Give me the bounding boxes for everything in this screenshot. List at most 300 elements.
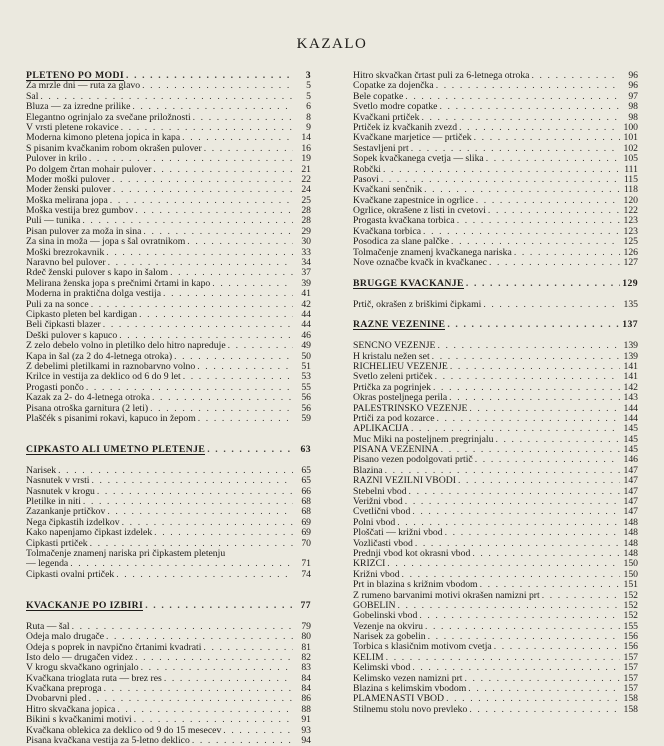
toc-entry bbox=[26, 694, 311, 704]
toc-entry-title: Kvačkana oblekica za deklico od 9 do 15 mesecev bbox=[26, 725, 222, 736]
toc-entry bbox=[353, 352, 638, 362]
toc-entry-title: Melirana ženska jopa s prečnimi črtami in kapo bbox=[26, 278, 211, 289]
toc-entry-title: Hitro skvačkana jopica bbox=[26, 704, 116, 715]
toc-entry-title: GOBELIN bbox=[353, 600, 396, 611]
toc-entry bbox=[26, 507, 311, 517]
toc-page-number: 49 bbox=[301, 341, 311, 352]
toc-entry bbox=[26, 715, 311, 725]
toc-leader-dots bbox=[161, 289, 293, 299]
toc-entry-title: Svetlo zeleni prtiček bbox=[353, 372, 433, 383]
toc-entry bbox=[353, 258, 638, 268]
toc-entry bbox=[353, 414, 638, 424]
toc-page-number: 88 bbox=[301, 704, 311, 715]
toc-entry-title: PLETENO PO MODI bbox=[26, 71, 125, 81]
toc-entry bbox=[26, 487, 311, 497]
toc-entry-title: Deški pulover s kapuco bbox=[26, 330, 118, 341]
toc-entry bbox=[26, 154, 311, 164]
toc-entry bbox=[353, 383, 638, 393]
toc-page-number: 74 bbox=[301, 569, 311, 580]
toc-page-number: 156 bbox=[623, 632, 638, 643]
toc-page-number: 80 bbox=[301, 632, 311, 643]
toc-entry bbox=[353, 694, 638, 704]
toc-leader-dots bbox=[395, 518, 620, 528]
toc-page-number: 93 bbox=[301, 725, 311, 736]
toc-page-number: 144 bbox=[623, 403, 638, 414]
toc-page-number: 148 bbox=[623, 528, 638, 539]
toc-leader-dots bbox=[102, 684, 293, 694]
toc-leader-dots bbox=[464, 279, 620, 289]
toc-page-number: 84 bbox=[301, 684, 311, 695]
toc-leader-dots bbox=[114, 570, 293, 580]
toc-entry bbox=[353, 549, 638, 559]
toc-entry-title: Pisano vezen podolgovati prtič bbox=[353, 455, 473, 466]
toc-leader-dots bbox=[410, 663, 620, 673]
toc-leader-dots bbox=[181, 372, 293, 382]
toc-entry-title: Pisana kvačkana vestija za 5-letno deklico bbox=[26, 736, 190, 746]
toc-entry-title: Kvačkani prtiček bbox=[353, 112, 420, 123]
toc-page-number: 44 bbox=[301, 309, 311, 320]
toc-leader-dots bbox=[108, 196, 293, 206]
toc-entry bbox=[353, 518, 638, 528]
toc-entry bbox=[353, 487, 638, 497]
toc-entry bbox=[353, 393, 638, 403]
toc-leader-dots bbox=[111, 185, 293, 195]
toc-leader-dots bbox=[150, 393, 293, 403]
toc-entry-title: Sestavljeni prt bbox=[353, 143, 409, 154]
toc-page-number: 146 bbox=[623, 455, 638, 466]
toc-section-heading bbox=[353, 320, 638, 330]
toc-leader-dots bbox=[101, 320, 293, 330]
toc-leader-dots bbox=[137, 310, 293, 320]
toc-entry bbox=[353, 165, 638, 175]
toc-entry bbox=[26, 341, 311, 351]
toc-entry-title: Kvačkana trioglata ruta — brez res bbox=[26, 673, 162, 684]
toc-entry bbox=[353, 507, 638, 517]
toc-leader-dots bbox=[385, 559, 620, 569]
toc-page-number: 152 bbox=[623, 600, 638, 611]
toc-entry-title: Za sina in moža — jopa s šal ovratnikom bbox=[26, 237, 186, 248]
toc-entry-title: Blazina bbox=[353, 465, 383, 476]
toc-page-number: 19 bbox=[301, 154, 311, 165]
toc-entry bbox=[26, 549, 311, 559]
toc-entry-title: Zazankanje prtičkov bbox=[26, 507, 106, 518]
toc-leader-dots bbox=[120, 518, 293, 528]
toc-entry bbox=[26, 206, 311, 216]
toc-page-number: 129 bbox=[622, 278, 638, 289]
toc-entry bbox=[26, 622, 311, 632]
toc-entry-title: Vezenje na okviru bbox=[353, 621, 423, 632]
toc-entry bbox=[353, 175, 638, 185]
toc-leader-dots bbox=[426, 632, 620, 642]
toc-leader-dots bbox=[467, 404, 620, 414]
toc-entry-title: Kvačkane marjetice — prtiček bbox=[353, 133, 472, 144]
toc-page-number: 147 bbox=[623, 507, 638, 518]
toc-entry bbox=[26, 663, 311, 673]
toc-page-number: 56 bbox=[301, 393, 311, 404]
toc-page-number: 156 bbox=[623, 642, 638, 653]
toc-page-number: 56 bbox=[301, 403, 311, 414]
toc-leader-dots bbox=[437, 102, 620, 112]
toc-page-number: 79 bbox=[301, 621, 311, 632]
toc-entry-title: Puli — tunika bbox=[26, 216, 81, 227]
toc-leader-dots bbox=[106, 258, 293, 268]
toc-page-number: 65 bbox=[301, 476, 311, 487]
toc-page-number: 139 bbox=[623, 351, 638, 362]
toc-leader-dots bbox=[493, 435, 620, 445]
toc-entry bbox=[26, 736, 311, 746]
toc-entry-title: Okras posteljnega perila bbox=[353, 393, 448, 404]
toc-entry bbox=[26, 372, 311, 382]
toc-entry-title: Pisana otroška garnitura (2 leti) bbox=[26, 403, 149, 414]
toc-page-number: 68 bbox=[301, 507, 311, 518]
toc-page-number: 122 bbox=[623, 206, 638, 217]
toc-entry-title: Prtič, okrašen z briškimi čipkami bbox=[353, 299, 482, 310]
toc-entry bbox=[353, 144, 638, 154]
toc-page-number: 127 bbox=[623, 258, 638, 269]
toc-page-number: 155 bbox=[623, 621, 638, 632]
toc-entry bbox=[353, 642, 638, 652]
toc-entry-title: Moderna in praktična dolga vestija bbox=[26, 289, 162, 300]
page-title: KAZALO bbox=[296, 36, 368, 52]
toc-entry-title: Kapa in šal (za 2 do 4-letnega otroka) bbox=[26, 351, 173, 362]
toc-leader-dots bbox=[205, 445, 293, 455]
toc-leader-dots bbox=[467, 705, 620, 715]
toc-entry-title: Progasta kvačkana torbica bbox=[353, 216, 455, 227]
toc-leader-dots bbox=[472, 133, 620, 143]
toc-leader-dots bbox=[444, 694, 620, 704]
toc-leader-dots bbox=[38, 92, 293, 102]
toc-page-number: 111 bbox=[624, 164, 638, 175]
toc-entry-title: Nasnutek v vrsti bbox=[26, 476, 90, 487]
toc-leader-dots bbox=[119, 123, 293, 133]
toc-entry-title: SENČNO VEZENJE bbox=[353, 341, 436, 352]
toc-entry-title: Bele copatke bbox=[353, 91, 404, 102]
toc-leader-dots bbox=[226, 341, 293, 351]
toc-entry bbox=[26, 175, 311, 185]
toc-entry-title: Prtiček iz kvačkanih zvezd bbox=[353, 122, 458, 133]
toc-leader-dots bbox=[87, 694, 293, 704]
toc-leader-dots bbox=[455, 216, 620, 226]
toc-leader-dots bbox=[124, 71, 293, 81]
toc-entry-title: APLIKACIJA bbox=[353, 424, 409, 435]
toc-entry-title: KELIM bbox=[353, 652, 384, 663]
toc-leader-dots bbox=[143, 601, 293, 611]
toc-entry-title: Kako napenjamo čipkast izdelek bbox=[26, 528, 153, 539]
toc-leader-dots bbox=[133, 206, 293, 216]
toc-entry-title: Prtiči za pod kozarce bbox=[353, 413, 435, 424]
section-spacer bbox=[26, 424, 311, 445]
toc-page-number: 69 bbox=[301, 517, 311, 528]
toc-entry bbox=[353, 435, 638, 445]
toc-section-heading bbox=[26, 601, 311, 611]
toc-leader-dots bbox=[396, 601, 620, 611]
toc-entry bbox=[353, 455, 638, 465]
toc-page-number: 147 bbox=[623, 497, 638, 508]
toc-leader-dots bbox=[409, 144, 620, 154]
toc-entry-title: Čipkasto pleten bel kardigan bbox=[26, 309, 138, 320]
toc-page-number: 59 bbox=[301, 413, 311, 424]
toc-left-column bbox=[26, 71, 311, 746]
toc-page-number: 100 bbox=[623, 122, 638, 133]
toc-page-number: 151 bbox=[623, 580, 638, 591]
toc-leader-dots bbox=[481, 300, 620, 310]
toc-leader-dots bbox=[90, 476, 294, 486]
toc-leader-dots bbox=[473, 455, 620, 465]
toc-entry bbox=[26, 300, 311, 310]
toc-leader-dots bbox=[141, 227, 293, 237]
toc-page-number: 22 bbox=[301, 174, 311, 185]
toc-entry bbox=[26, 383, 311, 393]
toc-entry-title: Križni vbod bbox=[353, 569, 400, 580]
toc-leader-dots bbox=[185, 237, 293, 247]
toc-leader-dots bbox=[383, 466, 620, 476]
toc-leader-dots bbox=[110, 175, 293, 185]
toc-entry-title: Moder ženski pulover bbox=[26, 185, 112, 196]
toc-entry-title: Kvačkane zapestnice in ogrlice bbox=[353, 195, 474, 206]
toc-page-number: 30 bbox=[301, 237, 311, 248]
toc-page-number: 141 bbox=[623, 372, 638, 383]
toc-entry bbox=[26, 196, 311, 206]
toc-section-heading bbox=[26, 71, 311, 81]
toc-entry bbox=[26, 279, 311, 289]
toc-entry bbox=[353, 216, 638, 226]
toc-entry-title: ČIPKASTO ALI UMETNO PLETENJE bbox=[26, 445, 206, 456]
toc-entry-title: Tolmačenje znamenj kvačkanega nariska bbox=[353, 247, 512, 258]
toc-leader-dots bbox=[486, 206, 620, 216]
toc-page-number: 157 bbox=[623, 663, 638, 674]
toc-leader-dots bbox=[104, 632, 293, 642]
section-spacer bbox=[353, 310, 638, 320]
toc-entry-title: Prt in blazina s križnim vbodom bbox=[353, 580, 478, 591]
toc-section-heading bbox=[26, 445, 311, 455]
toc-entry bbox=[353, 154, 638, 164]
toc-entry bbox=[26, 133, 311, 143]
toc-entry bbox=[26, 92, 311, 102]
toc-entry-title: Kazak za 2- do 4-letnega otroka bbox=[26, 393, 150, 404]
toc-page-number: 97 bbox=[628, 91, 638, 102]
toc-entry-title: Progasti pončo bbox=[26, 382, 84, 393]
toc-entry bbox=[26, 528, 311, 538]
toc-leader-dots bbox=[95, 487, 293, 497]
toc-page-number: 86 bbox=[301, 694, 311, 705]
toc-entry-title: Šopek kvačkanega cvetja — slika bbox=[353, 154, 484, 165]
toc-entry bbox=[26, 227, 311, 237]
toc-page-number: 123 bbox=[623, 226, 638, 237]
toc-entry bbox=[353, 424, 638, 434]
toc-entry-title: Gobelinski vbod bbox=[353, 611, 418, 622]
toc-entry-title: Dvobarvni pled bbox=[26, 694, 87, 705]
toc-entry bbox=[353, 227, 638, 237]
toc-leader-dots bbox=[88, 539, 293, 549]
toc-leader-dots bbox=[115, 705, 293, 715]
toc-entry bbox=[26, 684, 311, 694]
toc-leader-dots bbox=[151, 165, 293, 175]
toc-entry-title: Kelimski vbod bbox=[353, 663, 411, 674]
toc-entry bbox=[26, 81, 311, 91]
toc-entry-title: Moderna kimono pletena jopica in kapa bbox=[26, 133, 181, 144]
toc-leader-dots bbox=[196, 414, 293, 424]
toc-entry bbox=[26, 165, 311, 175]
toc-leader-dots bbox=[470, 549, 620, 559]
toc-leader-dots bbox=[133, 653, 293, 663]
toc-entry-title: Bluza — za izredne prilike bbox=[26, 102, 131, 113]
toc-entry-title: PALESTRINSKO VEZENJE bbox=[353, 403, 468, 414]
toc-leader-dots bbox=[478, 580, 620, 590]
toc-entry bbox=[26, 102, 311, 112]
toc-page-number: 28 bbox=[301, 206, 311, 217]
toc-entry-title: Kvačkana preproga bbox=[26, 684, 102, 695]
toc-entry-title: Naravno bel pulover bbox=[26, 258, 106, 269]
toc-entry bbox=[26, 653, 311, 663]
toc-entry-title: Ruta — šal bbox=[26, 621, 70, 632]
toc-page-number: 51 bbox=[301, 361, 311, 372]
toc-entry-title: Prednji vbod kot okrasni vbod bbox=[353, 548, 471, 559]
toc-leader-dots bbox=[431, 383, 620, 393]
toc-leader-dots bbox=[172, 352, 293, 362]
toc-page-number: 63 bbox=[300, 445, 311, 456]
toc-entry bbox=[353, 341, 638, 351]
toc-leader-dots bbox=[463, 674, 621, 684]
toc-leader-dots bbox=[56, 466, 293, 476]
toc-entry-title: BRUGGE KVAČKANJE bbox=[353, 278, 464, 289]
toc-entry-title: Z debelimi pletilkami in raznobarvno volno bbox=[26, 361, 196, 372]
toc-entry bbox=[353, 622, 638, 632]
toc-page-number: 6 bbox=[306, 102, 311, 113]
toc-page-number: 147 bbox=[623, 465, 638, 476]
toc-entry bbox=[353, 591, 638, 601]
toc-page-number: 8 bbox=[306, 112, 311, 123]
toc-leader-dots bbox=[168, 268, 293, 278]
toc-entry-title: PISANA VEZENINA bbox=[353, 445, 439, 456]
toc-entry bbox=[353, 497, 638, 507]
toc-entry-title: Verižni vbod bbox=[353, 497, 403, 508]
toc-leader-dots bbox=[140, 81, 293, 91]
toc-entry bbox=[353, 476, 638, 486]
toc-entry-title: Muc Miki na posteljnem pregrinjalu bbox=[353, 434, 494, 445]
toc-page-number: 135 bbox=[623, 299, 638, 310]
toc-entry-title: Pulover in krilo bbox=[26, 154, 87, 165]
toc-page-number: 123 bbox=[623, 216, 638, 227]
toc-leader-dots bbox=[419, 113, 620, 123]
toc-leader-dots bbox=[484, 154, 620, 164]
toc-entry bbox=[26, 726, 311, 736]
toc-entry-title: Blazina s kelimskim vbodom bbox=[353, 684, 467, 695]
toc-entry-title: KRIŽCI bbox=[353, 559, 386, 570]
toc-entry-title: V vrsti pletene rokavice bbox=[26, 122, 119, 133]
toc-page-number: 157 bbox=[623, 684, 638, 695]
toc-entry bbox=[353, 300, 638, 310]
toc-entry-title: Stebelni vbod bbox=[353, 486, 407, 497]
toc-leader-dots bbox=[381, 165, 620, 175]
toc-leader-dots bbox=[407, 487, 620, 497]
toc-page-number: 41 bbox=[301, 289, 311, 300]
toc-leader-dots bbox=[443, 528, 620, 538]
toc-leader-dots bbox=[130, 102, 293, 112]
toc-page-number: 102 bbox=[623, 143, 638, 154]
toc-entry bbox=[353, 611, 638, 621]
toc-leader-dots bbox=[430, 352, 620, 362]
toc-leader-dots bbox=[221, 726, 293, 736]
toc-page-number: 150 bbox=[623, 559, 638, 570]
toc-page-number: 16 bbox=[301, 143, 311, 154]
toc-entry bbox=[26, 539, 311, 549]
toc-leader-dots bbox=[202, 144, 293, 154]
toc-page-number: 50 bbox=[301, 351, 311, 362]
toc-page-number: 96 bbox=[628, 71, 638, 81]
toc-entry-title: Torbica s klasičnim motivom cvetja bbox=[353, 642, 492, 653]
toc-entry-title: Krilce in vestija za deklico od 6 do 9 let bbox=[26, 372, 181, 383]
toc-leader-dots bbox=[68, 559, 293, 569]
toc-leader-dots bbox=[139, 663, 293, 673]
toc-page-number: 145 bbox=[623, 424, 638, 435]
toc-page-number: 142 bbox=[623, 382, 638, 393]
toc-entry bbox=[353, 674, 638, 684]
toc-entry-title: Moder moški pulover bbox=[26, 174, 110, 185]
toc-entry bbox=[353, 113, 638, 123]
toc-entry-title: Elegantno ogrinjalo za svečane priložnosti bbox=[26, 112, 191, 123]
toc-entry bbox=[26, 113, 311, 123]
toc-entry-title: Ploščati — križni vbod bbox=[353, 528, 443, 539]
toc-leader-dots bbox=[195, 362, 293, 372]
toc-page-number: 5 bbox=[306, 91, 311, 102]
toc-leader-dots bbox=[148, 404, 293, 414]
toc-page-number: 68 bbox=[301, 497, 311, 508]
section-spacer bbox=[353, 289, 638, 299]
toc-entry bbox=[26, 331, 311, 341]
toc-page-number: 46 bbox=[301, 330, 311, 341]
toc-entry bbox=[353, 92, 638, 102]
toc-leader-dots bbox=[512, 248, 620, 258]
toc-entry-title: Hitro skvačkan črtast puli za 6-letnega otroka bbox=[353, 71, 530, 81]
toc-leader-dots bbox=[449, 237, 620, 247]
toc-entry-title: Z zelo debelo volno in pletilko delo hitro napreduje bbox=[26, 341, 226, 352]
toc-entry bbox=[26, 237, 311, 247]
toc-entry bbox=[26, 310, 311, 320]
toc-leader-dots bbox=[89, 300, 293, 310]
toc-entry-title: Pletilke in niti bbox=[26, 497, 81, 508]
toc-entry-title: V krogu skvačkano ogrinjalo bbox=[26, 663, 139, 674]
toc-page-number: 83 bbox=[301, 663, 311, 674]
toc-leader-dots bbox=[445, 320, 620, 330]
toc-page-number: 147 bbox=[623, 476, 638, 487]
toc-entry-title: Ogrlice, okrašene z listi in cvetovi bbox=[353, 206, 486, 217]
toc-entry-title: Moški brezrokavnik bbox=[26, 247, 105, 258]
toc-leader-dots bbox=[384, 653, 620, 663]
toc-page-number: 158 bbox=[623, 694, 638, 705]
toc-entry bbox=[353, 372, 638, 382]
toc-leader-dots bbox=[421, 227, 620, 237]
toc-page-number: 101 bbox=[623, 133, 638, 144]
toc-leader-dots bbox=[410, 507, 620, 517]
toc-entry bbox=[26, 258, 311, 268]
toc-page-number: 37 bbox=[301, 268, 311, 279]
toc-leader-dots bbox=[403, 497, 620, 507]
toc-page-number: 120 bbox=[623, 195, 638, 206]
toc-page-number: 148 bbox=[623, 538, 638, 549]
toc-entry-title: Rdeč ženski pulover s kapo in šalom bbox=[26, 268, 169, 279]
toc-entry bbox=[353, 248, 638, 258]
section-spacer bbox=[26, 455, 311, 465]
toc-leader-dots bbox=[104, 248, 293, 258]
toc-page-number: 9 bbox=[306, 122, 311, 133]
toc-entry bbox=[353, 528, 638, 538]
toc-entry bbox=[353, 705, 638, 715]
toc-entry-title: Pasovi bbox=[353, 174, 379, 185]
toc-page-number: 148 bbox=[623, 548, 638, 559]
toc-entry-title: Za mrzle dni — ruta za glavo bbox=[26, 81, 141, 92]
toc-entry bbox=[353, 466, 638, 476]
toc-leader-dots bbox=[448, 362, 620, 372]
